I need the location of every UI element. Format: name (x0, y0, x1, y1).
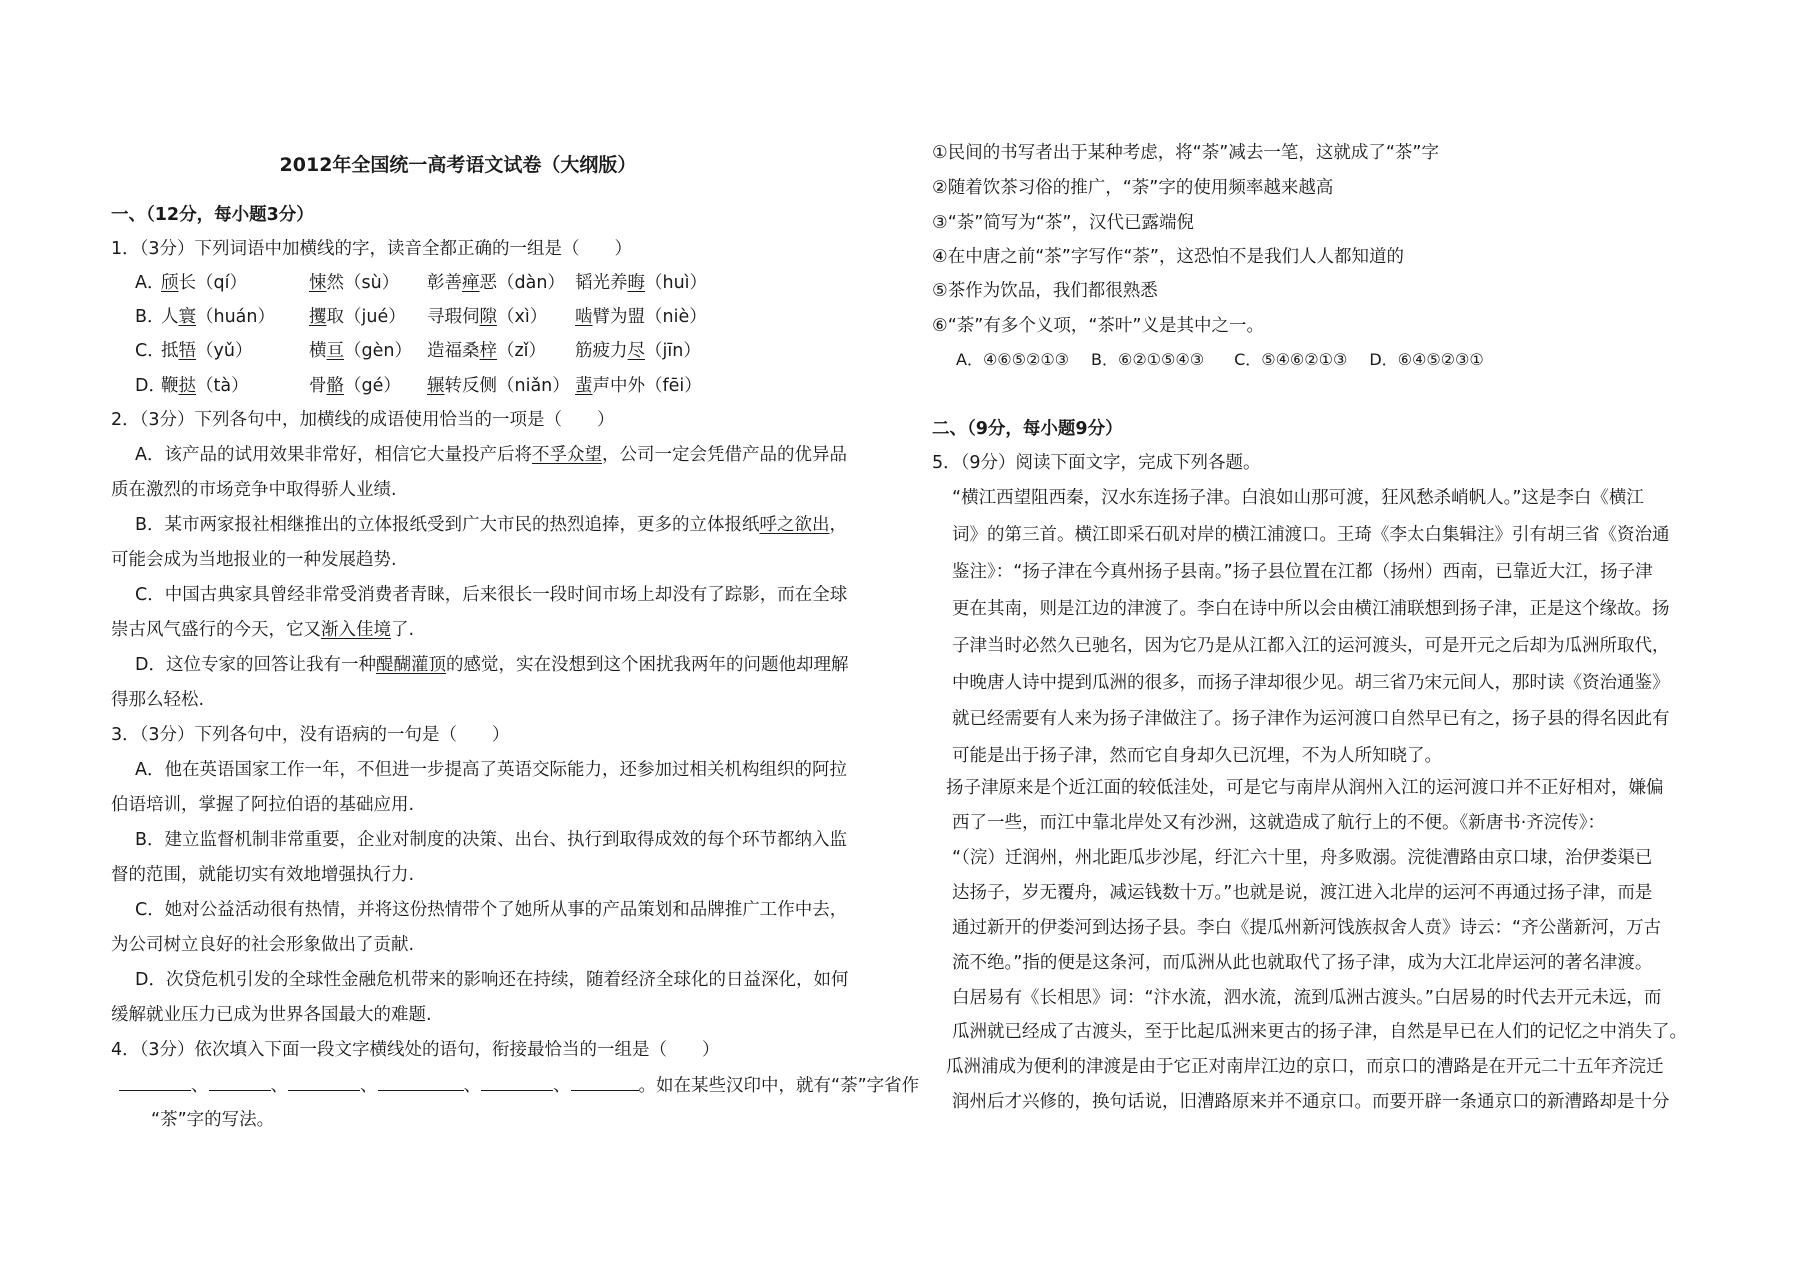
text: （jīn） (645, 341, 701, 361)
underlined-idiom: 不孚众望 (531, 445, 602, 465)
option-c: C．⑤④⑥②①③ (1234, 350, 1348, 369)
passage-line: 中晚唐人诗中提到瓜洲的很多，而扬子津却很少见。胡三省乃宋元间人，那时读《资治通鉴》 (952, 672, 1670, 693)
separator: 、 (463, 1076, 481, 1096)
text: 臂为盟（niè） (592, 307, 707, 327)
option-label: A． (135, 273, 165, 293)
q4-item-3: ③“荼”简写为“茶”，汉代已露端倪 (932, 213, 1194, 233)
text: 彰善 (427, 273, 462, 293)
passage-line: 达扬子，岁无覆舟，减运钱数十万。”也就是说，渡江进入北岸的运河不再通过扬子津，而是 (952, 882, 1653, 903)
word-item (427, 271, 575, 295)
q3-option-d: D．次贷危机引发的全球性金融危机带来的影响还在持续，随着经济全球化的日益深化，如何 (135, 970, 849, 990)
text: 转反侧（niǎn） (444, 376, 570, 396)
option-label: D． (135, 376, 166, 396)
underlined-char: 亘 (326, 341, 344, 361)
section2-header: 二、（9分，每小题9分） (932, 419, 1123, 439)
q3-option-b-cont: 督的范围，就能切实有效地增强执行力. (111, 865, 415, 885)
word-item (309, 374, 427, 398)
q5-stem: 5．（9分）阅读下面文字，完成下列各题。 (932, 453, 1261, 473)
word-item (575, 339, 725, 363)
text: 然（sù） (326, 273, 400, 293)
q2-option-c-cont (111, 618, 414, 642)
underlined-char: 辗 (427, 376, 445, 396)
option-a: A．④⑥⑤②①③ (956, 350, 1070, 369)
word-item (427, 374, 575, 398)
text: 长（qí） (178, 273, 247, 293)
q1-option-b (135, 305, 725, 329)
text: B．某市两家报社相继推出的立体报纸受到广大市民的热烈追捧，更多的立体报纸 (135, 515, 760, 535)
text: 声中外（fēi） (592, 376, 702, 396)
text: （yǔ） (196, 341, 253, 361)
passage-line: 更在其南，则是江边的津渡了。李白在诗中所以会由横江浦联想到扬子津，正是这个缘故。扬 (952, 598, 1670, 619)
q3-option-a: A．他在英语国家工作一年，不但进一步提高了英语交际能力，还参加过相关机构组织的阿拉 (135, 760, 847, 780)
word-item (161, 271, 309, 295)
passage-line: 子津当时必然久已驰名，因为它乃是从江都入江的运河渡头，可是开元之后却为瓜洲所取代， (952, 635, 1670, 656)
text: 寻瑕伺 (427, 307, 480, 327)
word-item (309, 305, 427, 329)
blank-2 (209, 1073, 271, 1091)
text: 抵 (161, 341, 179, 361)
q4-stem: 4．（3分）依次填入下面一段文字横线处的语句，衔接最恰当的一组是（ ） (111, 1040, 720, 1060)
q4-options (956, 348, 1484, 372)
q2-option-a-cont: 质在激烈的市场竞争中取得骄人业绩. (111, 480, 397, 500)
word-item (575, 305, 725, 329)
word-item (309, 271, 427, 295)
section1-header: 一、（12分，每小题3分） (111, 205, 314, 225)
text: 横 (309, 341, 327, 361)
q4-item-1: ①民间的书写者出于某种考虑，将“荼”减去一笔，这就成了“茶”字 (932, 143, 1439, 163)
passage-line: 西了一些，而江中靠北岸处又有沙洲，这就造成了航行上的不便。《新唐书·齐浣传》： (952, 813, 1606, 833)
option-b: B．⑥②①⑤④③ (1091, 350, 1205, 369)
passage-line: 鉴注》：“扬子津在今真州扬子县南。”扬子县位置在江都（扬州）西南，已靠近大江，扬子津 (952, 561, 1653, 582)
text: 崇古风气盛行的今天，它又 (111, 620, 321, 640)
passage-paragraph-3-first: 瓜洲浦成为便利的津渡是由于它正对南岸江边的京口，而京口的漕路是在开元二十五年齐浣迁 (946, 1057, 1664, 1077)
text: 恶（dàn） (479, 273, 565, 293)
q2-option-a (135, 443, 847, 467)
text: 韬光养 (575, 273, 628, 293)
q4-item-4: ④在中唐之前“茶”字写作“荼”，这恐怕不是我们人人都知道的 (932, 247, 1404, 267)
word-item (161, 374, 309, 398)
q4-item-5: ⑤茶作为饮品，我们都很熟悉 (932, 281, 1158, 301)
q2-option-c: C．中国古典家具曾经非常受消费者青睐，后来很长一段时间市场上却没有了踪影，而在全球 (135, 585, 848, 605)
text: 的感觉，实在没想到这个困扰我两年的问题他却理解 (445, 655, 849, 675)
underlined-char: 攫 (309, 307, 327, 327)
text: （zǐ） (497, 341, 547, 361)
q4-blanks-line (119, 1073, 919, 1098)
word-item (309, 339, 427, 363)
text: 骨 (309, 376, 327, 396)
word-item (427, 339, 575, 363)
passage-line: 瓜洲就已经成了古渡头，至于比起瓜洲来更古的扬子津，自然是早已在人们的记忆之中消失了。 (952, 1022, 1687, 1043)
q3-option-c-cont: 为公司树立良好的社会形象做出了贡献. (111, 935, 415, 955)
option-label: C． (135, 341, 165, 361)
text: A．该产品的试用效果非常好，相信它大量投产后将 (135, 445, 532, 465)
passage-line: 润州后才兴修的，换句话说，旧漕路原来并不通京口。而要开辟一条通京口的新漕路却是十分 (952, 1092, 1670, 1112)
separator: 、 (360, 1076, 378, 1096)
underlined-char: 啮 (575, 307, 593, 327)
q1-option-a (135, 271, 725, 295)
q3-option-d-cont: 缓解就业压力已成为世界各国最大的难题. (111, 1005, 432, 1025)
text: ， (829, 515, 848, 535)
underlined-char: 悚 (309, 273, 327, 293)
q2-option-b-cont: 可能会成为当地报业的一种发展趋势. (111, 550, 397, 570)
text: （huì） (645, 273, 708, 293)
q3-stem: 3．（3分）下列各句中，没有语病的一句是（ ） (111, 725, 510, 745)
blank-6 (571, 1073, 639, 1091)
word-item (575, 374, 725, 398)
q1-stem: 1．（3分）下列词语中加横线的字，读音全都正确的一组是（ ） (111, 239, 633, 259)
separator: 、 (270, 1076, 288, 1096)
underlined-char: 梓 (479, 341, 497, 361)
underlined-char: 瘅 (462, 273, 480, 293)
passage-paragraph-2-first: 扬子津原来是个近江面的较低洼处，可是它与南岸从润州入江的运河渡口并不正好相对，嫌偏 (946, 778, 1664, 798)
passage-line: 就已经需要有人来为扬子津做注了。扬子津作为运河渡口自然早已有之，扬子县的得名因此有 (952, 709, 1670, 730)
option-label: B． (135, 307, 165, 327)
q1-option-c (135, 339, 725, 363)
blank-4 (378, 1073, 464, 1091)
text: D．这位专家的回答让我有一种 (135, 655, 376, 675)
text: （gèn） (344, 341, 412, 361)
text: （tà） (196, 376, 249, 396)
blank-3 (288, 1073, 360, 1091)
passage-line: 白居易有《长相思》词：“汴水流，泗水流，流到瓜洲古渡头。”白居易的时代去开元未远，而 (952, 987, 1662, 1008)
word-item (161, 339, 309, 363)
text: （gé） (344, 376, 401, 396)
text: 鞭 (161, 376, 179, 396)
q3-option-a-cont: 伯语培训，掌握了阿拉伯语的基础应用. (111, 795, 415, 815)
text: 了. (391, 620, 415, 640)
text: ，公司一定会凭借产品的优异品 (601, 445, 847, 465)
underlined-idiom: 醍醐灌顶 (375, 655, 446, 675)
passage-line: 流不绝。”指的便是这条河，而瓜洲从此也就取代了扬子津，成为大江北岸运河的著名津渡。 (952, 952, 1653, 973)
underlined-char: 颀 (161, 273, 179, 293)
text: 造福桑 (427, 341, 480, 361)
underlined-idiom: 渐入佳境 (321, 620, 391, 640)
underlined-char: 寰 (178, 307, 196, 327)
text: 。如在某些汉印中，就有“荼”字省作 (638, 1076, 920, 1096)
separator: 、 (553, 1076, 571, 1096)
underlined-char: 晦 (627, 273, 645, 293)
q4-item-2: ②随着饮茶习俗的推广，“荼”字的使用频率越来越高 (932, 178, 1334, 198)
passage-line: 词》的第三首。横江即采石矶对岸的横江浦渡口。王琦《李太白集辑注》引有胡三省《资治通 (952, 524, 1670, 545)
word-item (575, 271, 725, 295)
text: （xì） (497, 307, 548, 327)
q1-option-d (135, 374, 725, 398)
word-item (161, 305, 309, 329)
underlined-char: 蜚 (575, 376, 593, 396)
blank-1 (119, 1073, 191, 1091)
q2-stem: 2．（3分）下列各句中，加横线的成语使用恰当的一项是（ ） (111, 410, 615, 430)
text: （huán） (196, 307, 275, 327)
text: 取（jué） (326, 307, 406, 327)
passage-line: “横江西望阻西秦，汉水东连扬子津。白浪如山那可渡，狂风愁杀峭帆人。”这是李白《横江 (952, 488, 1644, 508)
underlined-char: 尽 (627, 341, 645, 361)
page-title: 2012年全国统一高考语文试卷（大纲版） (279, 154, 637, 176)
q2-option-b (135, 513, 847, 537)
separator: 、 (191, 1076, 209, 1096)
passage-line: 可能是出于扬子津，然而它自身却久已沉埋，不为人所知晓了。 (952, 746, 1442, 767)
text: 筋疲力 (575, 341, 628, 361)
q2-option-d (135, 653, 848, 677)
q4-line2: “茶”字的写法。 (151, 1110, 275, 1130)
underlined-char: 挞 (178, 376, 196, 396)
underlined-idiom: 呼之欲出 (759, 515, 830, 535)
word-item (427, 305, 575, 329)
blank-5 (481, 1073, 553, 1091)
option-d: D．⑥④⑤②③① (1369, 350, 1484, 369)
q4-item-6: ⑥“荼”有多个义项，“茶叶”义是其中之一。 (932, 316, 1264, 336)
q2-option-d-cont: 得那么轻松. (111, 690, 205, 710)
q3-option-b: B．建立监督机制非常重要，企业对制度的决策、出台、执行到取得成效的每个环节都纳入监 (135, 830, 848, 850)
underlined-char: 隙 (479, 307, 497, 327)
underlined-char: 骼 (326, 376, 344, 396)
q3-option-c: C．她对公益活动很有热情，并将这份热情带个了她所从事的产品策划和品牌推广工作中去， (135, 900, 848, 920)
text: 人 (161, 307, 179, 327)
underlined-char: 牾 (178, 341, 196, 361)
passage-line: “（浣）迁润州，州北距瓜步沙尾，纡汇六十里，舟多败溺。浣徙漕路由京口埭，治伊娄渠已 (952, 847, 1653, 868)
passage-line: 通过新开的伊娄河到达扬子县。李白《提瓜州新河饯族叔舍人贲》诗云：“齐公凿新河，万古 (952, 917, 1662, 938)
